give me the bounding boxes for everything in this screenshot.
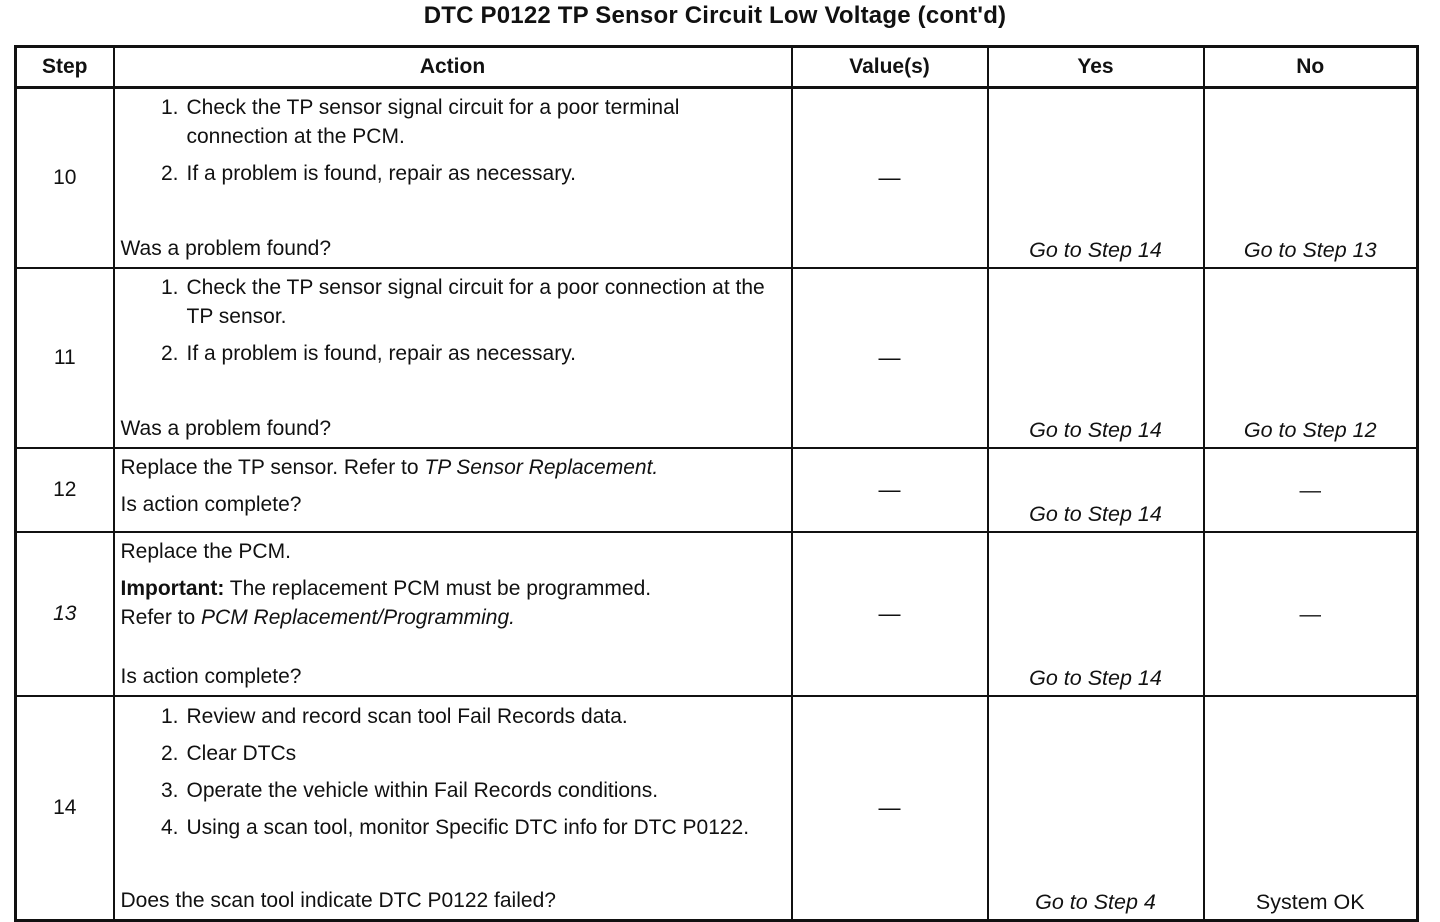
action-cell bbox=[114, 532, 792, 696]
step-number: 10 bbox=[16, 88, 114, 269]
action-cell bbox=[114, 448, 792, 532]
no-cell: — bbox=[1204, 448, 1418, 532]
page-title: DTC P0122 TP Sensor Circuit Low Voltage (cont'd) bbox=[423, 2, 1007, 29]
list-item: 2. Clear DTCs bbox=[121, 738, 785, 769]
header-values: Value(s) bbox=[792, 47, 988, 88]
reference-line: Refer to PCM Replacement/Programming. bbox=[120, 606, 515, 629]
list-item-text: Using a scan tool, monitor Specific DTC info for DTC P0122. bbox=[186, 816, 750, 839]
action-line: Replace the TP sensor. Refer to TP Sensor Replacement. bbox=[120, 456, 659, 479]
step-number: 13 bbox=[16, 532, 114, 696]
list-item: 2. If a problem is found, repair as necessary. bbox=[121, 339, 785, 368]
list-item-text: Clear DTCs bbox=[186, 742, 297, 765]
yes-cell: Go to Step 14 bbox=[988, 268, 1204, 448]
step-number: 14 bbox=[16, 696, 114, 921]
action-cell bbox=[114, 696, 792, 921]
list-item: 4. Using a scan tool, monitor Specific DTC info for DTC P0122. bbox=[121, 812, 785, 843]
list-item: 1. Check the TP sensor signal circuit for a poor connection at the TP sensor. bbox=[121, 273, 785, 331]
list-item-text: If a problem is found, repair as necessary. bbox=[186, 162, 576, 185]
value-cell: — bbox=[792, 88, 988, 269]
action-list bbox=[121, 701, 785, 849]
table-row-step-10 bbox=[16, 88, 1418, 269]
list-item-text: If a problem is found, repair as necessary. bbox=[186, 342, 576, 365]
important-label: Important: bbox=[120, 577, 225, 600]
table-row-step-13 bbox=[16, 532, 1418, 696]
action-line: Replace the PCM. bbox=[120, 540, 291, 563]
value-cell: — bbox=[792, 268, 988, 448]
list-item-text: Review and record scan tool Fail Records data. bbox=[186, 705, 628, 728]
value-cell: — bbox=[792, 696, 988, 921]
value-cell: — bbox=[792, 532, 988, 696]
question-text: Was a problem found? bbox=[120, 237, 332, 260]
step-number: 12 bbox=[16, 448, 114, 532]
header-yes: Yes bbox=[988, 47, 1204, 88]
yes-cell: Go to Step 14 bbox=[988, 88, 1204, 269]
no-cell: Go to Step 12 bbox=[1204, 268, 1418, 448]
list-item: 1. Review and record scan tool Fail Records data. bbox=[121, 701, 785, 732]
header-action: Action bbox=[114, 47, 792, 88]
list-item-text: Operate the vehicle within Fail Records conditions. bbox=[186, 779, 659, 802]
no-cell: System OK bbox=[1204, 696, 1418, 921]
no-cell: — bbox=[1204, 532, 1418, 696]
yes-cell: Go to Step 14 bbox=[988, 448, 1204, 532]
question-text: Is action complete? bbox=[120, 665, 302, 688]
list-item: 1. Check the TP sensor signal circuit for a poor terminal connection at the PCM. bbox=[121, 93, 785, 151]
important-note: Important: The replacement PCM must be programmed. bbox=[120, 577, 652, 600]
table-row-step-14 bbox=[16, 696, 1418, 921]
list-item: 2. If a problem is found, repair as necessary. bbox=[121, 159, 785, 188]
action-list bbox=[121, 93, 785, 196]
action-cell bbox=[114, 88, 792, 269]
no-cell: Go to Step 13 bbox=[1204, 88, 1418, 269]
list-item-text: Check the TP sensor signal circuit for a poor connection at the TP sensor. bbox=[186, 276, 765, 328]
table-header-row bbox=[16, 47, 1418, 88]
question-text: Was a problem found? bbox=[120, 417, 332, 440]
reference-link-text: PCM Replacement/Programming. bbox=[201, 606, 515, 629]
value-cell: — bbox=[792, 448, 988, 532]
list-item-text: Check the TP sensor signal circuit for a poor terminal connection at the PCM. bbox=[186, 96, 680, 148]
list-item: 3. Operate the vehicle within Fail Records conditions. bbox=[121, 775, 785, 806]
step-number: 11 bbox=[16, 268, 114, 448]
yes-cell: Go to Step 4 bbox=[988, 696, 1204, 921]
action-list bbox=[121, 273, 785, 376]
table-row-step-12 bbox=[16, 448, 1418, 532]
yes-cell: Go to Step 14 bbox=[988, 532, 1204, 696]
question-text: Is action complete? bbox=[120, 493, 302, 516]
header-step: Step bbox=[16, 47, 114, 88]
header-no: No bbox=[1204, 47, 1418, 88]
reference-link-text: TP Sensor Replacement. bbox=[424, 456, 659, 479]
table-row-step-11 bbox=[16, 268, 1418, 448]
question-text: Does the scan tool indicate DTC P0122 failed? bbox=[120, 889, 556, 912]
action-cell bbox=[114, 268, 792, 448]
diagnostic-table bbox=[14, 45, 1419, 922]
